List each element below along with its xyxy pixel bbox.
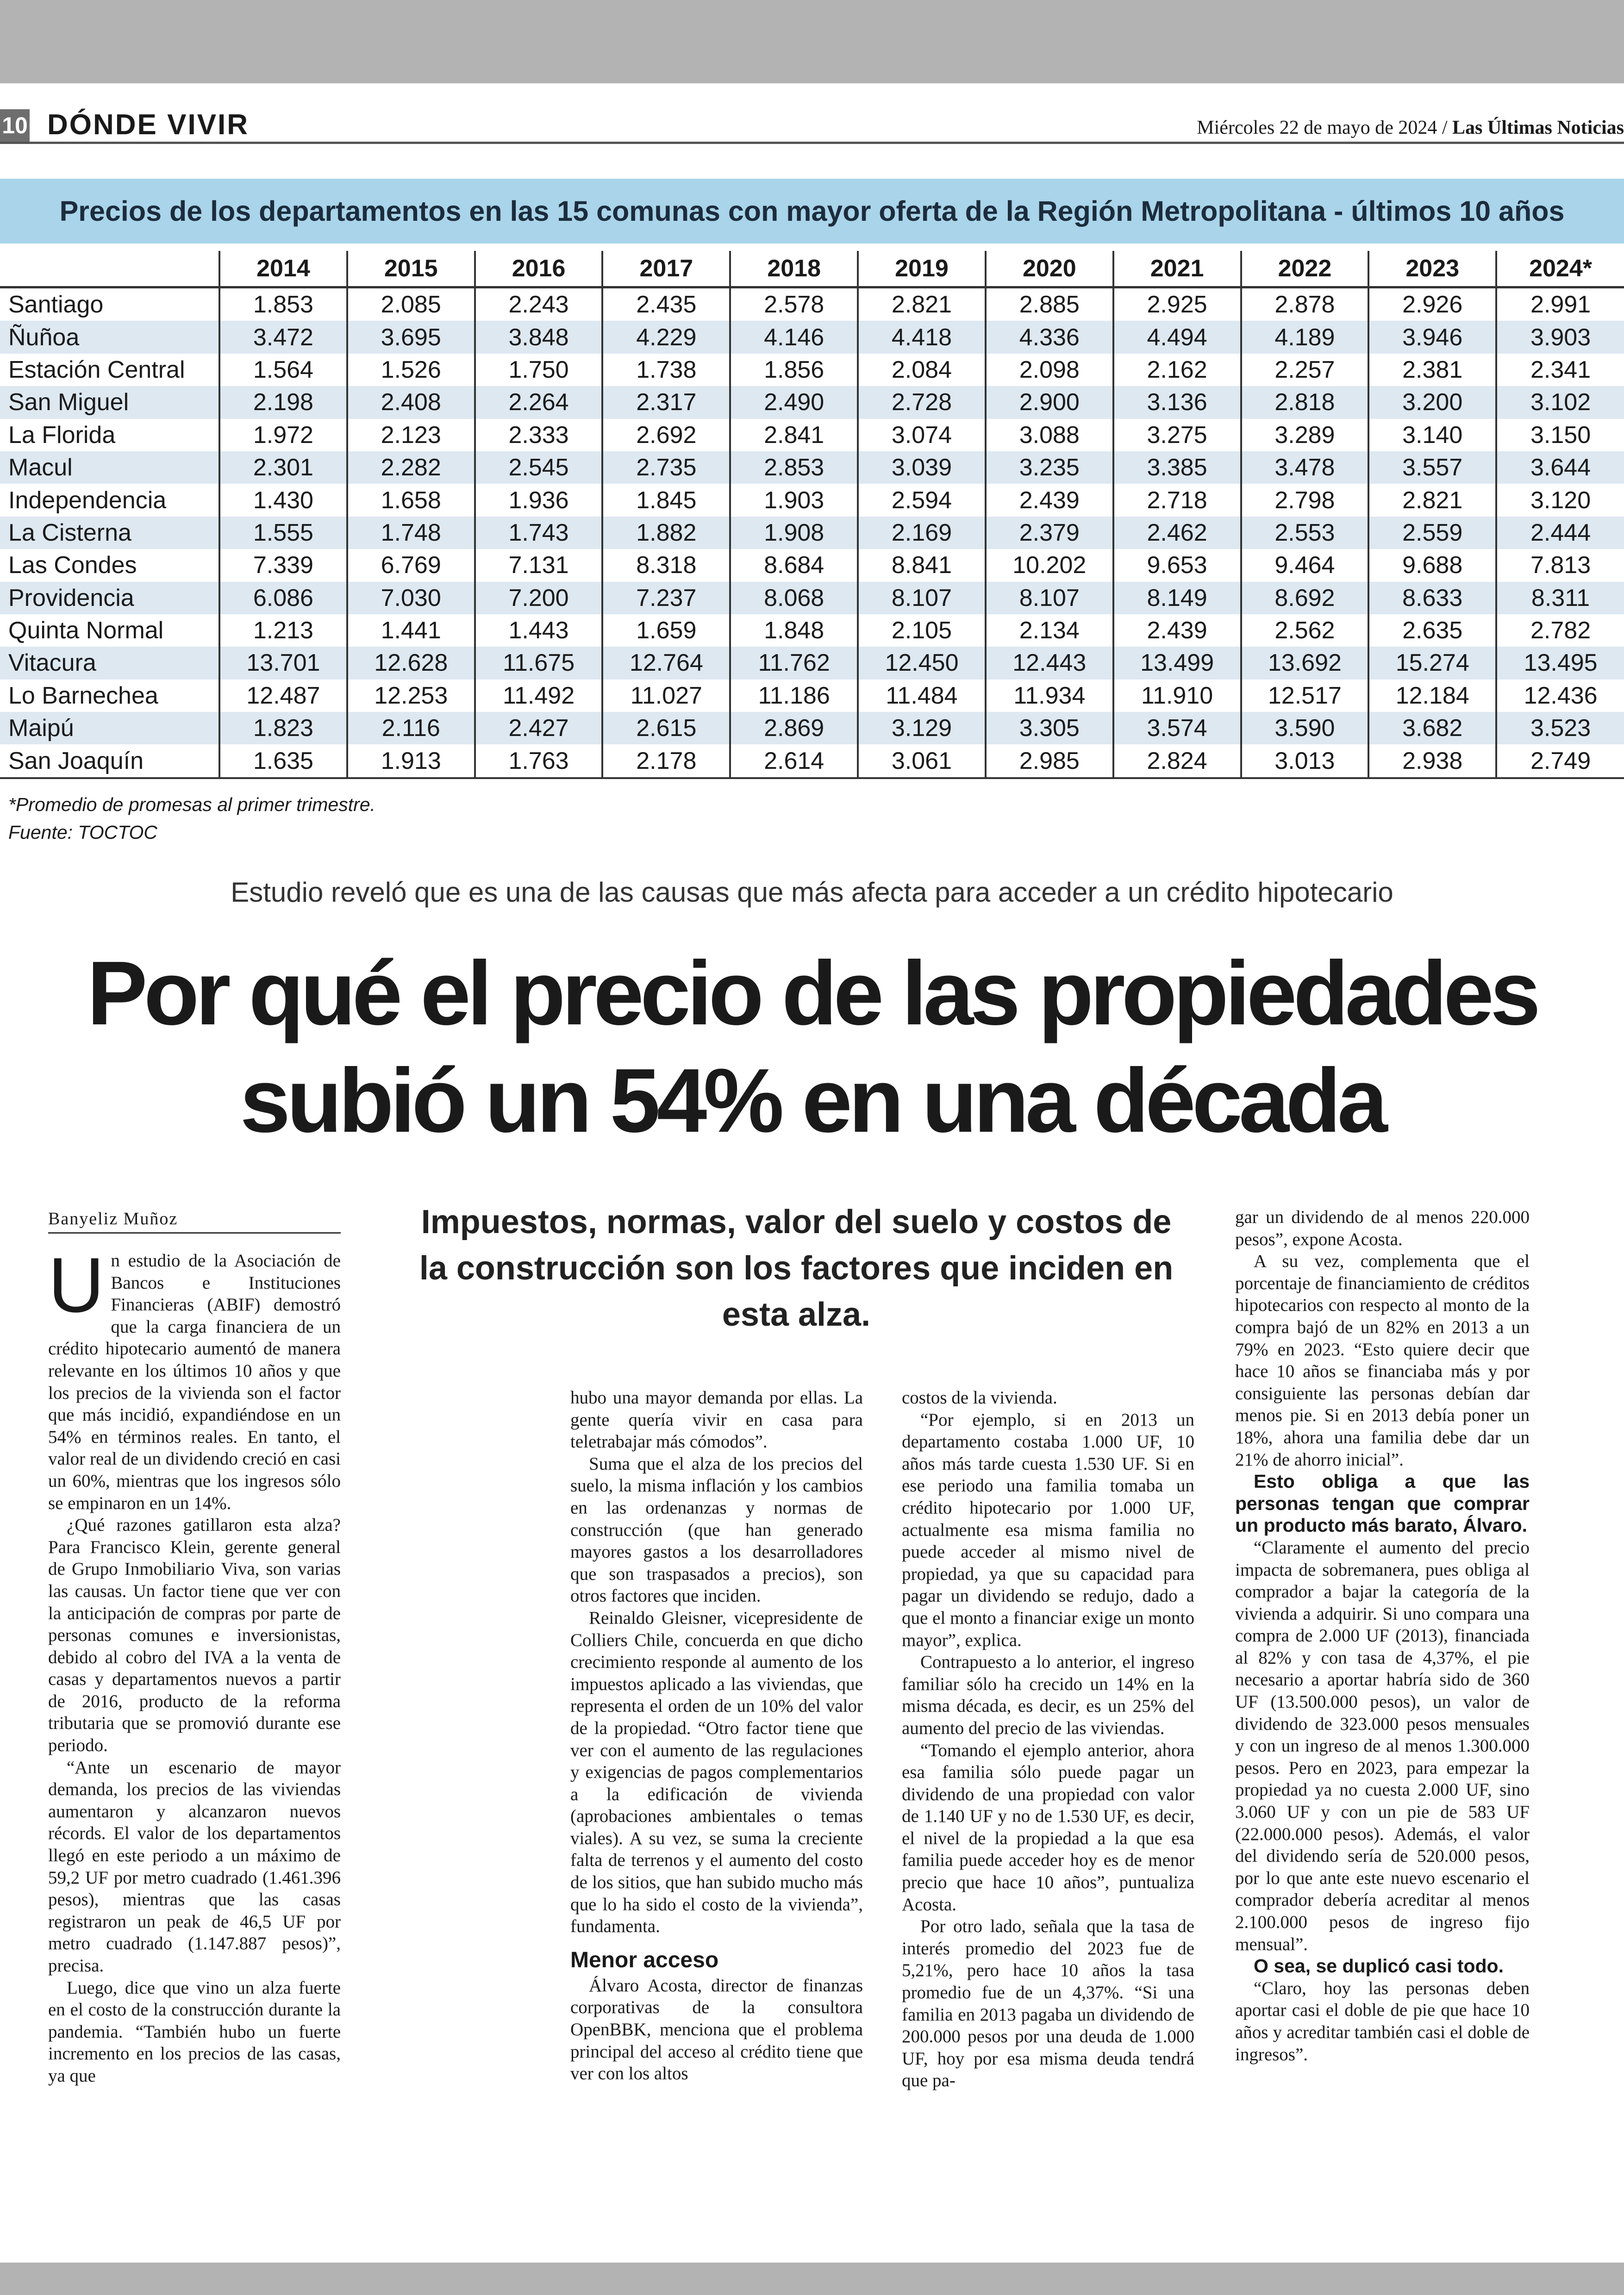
- price-cell: 3.305: [986, 712, 1113, 744]
- price-cell: 2.439: [1113, 614, 1241, 647]
- price-cell: 3.150: [1496, 419, 1624, 451]
- commune-name: La Cisterna: [0, 517, 219, 549]
- price-cell: 7.200: [475, 582, 603, 614]
- price-cell: 4.189: [1241, 321, 1369, 353]
- price-cell: 12.443: [986, 647, 1113, 679]
- table-row: [0, 321, 1624, 353]
- price-cell: 7.237: [602, 582, 730, 614]
- price-cell: 1.564: [219, 354, 347, 386]
- price-cell: 2.427: [475, 712, 603, 744]
- table-row: [0, 744, 1624, 778]
- price-cell: 12.628: [347, 647, 475, 679]
- price-cell: 1.526: [347, 354, 475, 386]
- price-cell: 2.991: [1496, 287, 1624, 321]
- price-cell: 2.885: [986, 287, 1113, 321]
- table-header-cell: 2016: [475, 251, 603, 287]
- table-row: [0, 549, 1624, 581]
- price-cell: 3.275: [1113, 419, 1241, 451]
- article-column-2: [570, 1387, 863, 2085]
- price-cell: 1.763: [475, 744, 603, 778]
- price-cell: 12.184: [1368, 680, 1496, 712]
- table-header-cell: 2014: [219, 251, 347, 287]
- price-cell: 2.105: [858, 614, 986, 647]
- price-cell: 3.523: [1496, 712, 1624, 744]
- price-cell: 11.934: [986, 680, 1113, 712]
- price-cell: 8.068: [730, 582, 858, 614]
- price-cell: 7.813: [1496, 549, 1624, 581]
- price-cell: 3.235: [986, 451, 1113, 484]
- table-row: [0, 680, 1624, 712]
- price-cell: 2.821: [1368, 484, 1496, 516]
- paragraph: Por otro lado, señala que la tasa de interés promedio del 2023 fue de 5,21%, pero hace 10 años la tasa promedio fue de un 4,37%. “Si una familia en 2013 pagaba un dividendo de 200.000 pesos por una deuda de 1.000 UF, hoy por esa misma deuda tendrá que pa-: [902, 1916, 1194, 2091]
- price-cell: 3.557: [1368, 451, 1496, 484]
- table-row: [0, 419, 1624, 451]
- price-cell: 2.985: [986, 744, 1113, 778]
- question: O sea, se duplicó casi todo.: [1254, 1955, 1504, 1977]
- price-cell: 2.198: [219, 386, 347, 418]
- price-cell: 3.644: [1496, 451, 1624, 484]
- article-column-4: [1235, 1206, 1530, 2065]
- price-cell: 2.084: [858, 354, 986, 386]
- price-cell: 1.882: [602, 517, 730, 549]
- price-cell: 2.462: [1113, 517, 1241, 549]
- price-cell: 1.430: [219, 484, 347, 516]
- table-header-cell: 2021: [1113, 251, 1241, 287]
- price-cell: 2.614: [730, 744, 858, 778]
- table-row: [0, 451, 1624, 484]
- paragraph: Suma que el alza de los precios del suelo, la misma inflación y los cambios en las ordenanzas y normas de construcción (que han generado mayores gastos a los desarrolladores que son traspasados a precios), son otros factores que inciden.: [570, 1453, 863, 1606]
- price-cell: 2.408: [347, 386, 475, 418]
- price-cell: 11.186: [730, 680, 858, 712]
- price-cell: 7.131: [475, 549, 603, 581]
- price-cell: 12.764: [602, 647, 730, 679]
- price-cell: 11.910: [1113, 680, 1241, 712]
- price-cell: 1.658: [347, 484, 475, 516]
- commune-name: Estación Central: [8, 356, 185, 383]
- price-cell: 3.039: [858, 451, 986, 484]
- price-cell: 2.635: [1368, 614, 1496, 647]
- question: Esto obliga a que las personas tengan que comprar un producto más barato, Álvaro.: [1235, 1471, 1530, 1536]
- paragraph: “Ante un escenario de mayor demanda, los precios de las viviendas aumentaron y alcanzaron nuevos récords. El valor de los departamentos llegó en este periodo a un máximo de 59,2 UF por metro cuadrado (1.461.396 pesos), mientras que las casas registraron un peak de 46,5 UF por metro cuadrado (1.147.887 pesos)”, precisa.: [48, 1757, 341, 1976]
- bottom-gray-band: [0, 2263, 1624, 2295]
- price-cell: 2.162: [1113, 354, 1241, 386]
- paragraph: Contrapuesto a lo anterior, el ingreso familiar sólo ha crecido un 14% en la misma década, es decir, es un 25% del aumento del precio de las viviendas.: [902, 1652, 1194, 1738]
- table-footnote: *Promedio de promesas al primer trimestre.: [8, 794, 375, 815]
- table-row: [0, 712, 1624, 744]
- table-header-cell: 2020: [986, 251, 1113, 287]
- price-cell: 2.134: [986, 614, 1113, 647]
- paragraph: “Por ejemplo, si en 2013 un departamento costaba 1.000 UF, 10 años más tarde cuesta 1.530 UF. Si en ese periodo una familia tomaba un crédito hipotecario por 1.000 UF, actualmente esa misma familia no puede acceder al mismo nivel de propiedad, ya que su capacidad para pagar un dividendo se redujo, dado a que el monto a financiar exige un monto mayor”, explica.: [902, 1409, 1194, 1650]
- price-cell: 1.972: [219, 419, 347, 451]
- price-cell: 6.769: [347, 549, 475, 581]
- price-cell: 3.478: [1241, 451, 1369, 484]
- price-cell: 2.818: [1241, 386, 1369, 418]
- paragraph: costos de la vivienda.: [902, 1388, 1057, 1408]
- table-row: [0, 287, 1624, 321]
- page-header: [0, 106, 1624, 144]
- price-cell: 2.578: [730, 287, 858, 321]
- price-cell: 3.120: [1496, 484, 1624, 516]
- price-cell: 8.318: [602, 549, 730, 581]
- price-cell: 15.274: [1368, 647, 1496, 679]
- price-cell: 8.149: [1113, 582, 1241, 614]
- price-cell: 2.243: [475, 287, 603, 321]
- prices-table: [0, 251, 1624, 779]
- table-header-cell: 2019: [858, 251, 986, 287]
- price-cell: 2.317: [602, 386, 730, 418]
- paragraph: “Claramente el aumento del precio impacta de sobremanera, pues obliga al comprador a bajar la categoría de la vivienda a adquirir. Si uno compara una compra de 2.000 UF (2013), financiada al 82% y con tasa de 4,37%, el pie necesario a aportar habría sido de 360 UF (13.500.000 pesos), un valor de dividendo de 323.000 pesos mensuales y con un ingreso de al menos 1.300.000 pesos. Pero en 2023, para empezar la propiedad ya no cuesta 2.000 UF, sino 3.060 UF y con un pie de 583 UF (22.000.000 pesos). Además, el valor del dividendo sería de 520.000 pesos, por lo que ante este nuevo escenario el comprador debería acreditar al menos 2.100.000 pesos de ingreso fijo mensual”.: [1235, 1537, 1530, 1954]
- price-cell: 1.845: [602, 484, 730, 516]
- price-cell: 12.450: [858, 647, 986, 679]
- price-cell: 11.484: [858, 680, 986, 712]
- commune-name: San Miguel: [0, 386, 219, 418]
- header-rule: [0, 142, 1624, 144]
- table-row: [0, 517, 1624, 549]
- price-cell: 2.728: [858, 386, 986, 418]
- price-cell: 1.738: [602, 354, 730, 386]
- price-cell: 13.495: [1496, 647, 1624, 679]
- price-cell: 2.381: [1368, 354, 1496, 386]
- price-cell: 3.695: [347, 321, 475, 353]
- price-cell: 3.590: [1241, 712, 1369, 744]
- price-cell: 1.659: [602, 614, 730, 647]
- price-cell: 2.841: [730, 419, 858, 451]
- commune-name: San Joaquín: [0, 744, 219, 778]
- price-cell: 2.926: [1368, 287, 1496, 321]
- price-cell: 11.492: [475, 680, 603, 712]
- price-cell: 3.903: [1496, 321, 1624, 353]
- price-cell: 1.743: [475, 517, 603, 549]
- price-cell: 2.559: [1368, 517, 1496, 549]
- price-cell: 2.490: [730, 386, 858, 418]
- price-cell: 1.853: [219, 287, 347, 321]
- byline: Banyeliz Muñoz: [48, 1207, 341, 1234]
- price-cell: 2.718: [1113, 484, 1241, 516]
- paragraph: Luego, dice que vino un alza fuerte en el costo de la construcción durante la pandemia. “También hubo un fuerte incremento en los precios de las casas, ya que: [48, 1977, 341, 2086]
- price-cell: 2.333: [475, 419, 603, 451]
- price-cell: 3.102: [1496, 386, 1624, 418]
- headline-line-2: subió un 54% en una década: [240, 1050, 1384, 1151]
- price-cell: 2.938: [1368, 744, 1496, 778]
- price-cell: 11.675: [475, 647, 603, 679]
- price-cell: 2.824: [1113, 744, 1241, 778]
- price-cell: 4.229: [602, 321, 730, 353]
- price-cell: 2.853: [730, 451, 858, 484]
- price-cell: 1.823: [219, 712, 347, 744]
- price-cell: 8.107: [858, 582, 986, 614]
- paragraph: Álvaro Acosta, director de finanzas corporativas de la consultora OpenBBK, menciona que el problema principal del acceso al crédito tiene que ver con los altos: [570, 1975, 863, 2084]
- price-cell: 2.925: [1113, 287, 1241, 321]
- table-source: Fuente: TOCTOC: [8, 822, 158, 843]
- price-cell: 2.869: [730, 712, 858, 744]
- section-heading: Menor acceso: [570, 1947, 719, 1972]
- table-row: [0, 647, 1624, 679]
- price-cell: 12.436: [1496, 680, 1624, 712]
- price-cell: 4.494: [1113, 321, 1241, 353]
- date: Miércoles 22 de mayo de 2024 /: [1197, 117, 1448, 138]
- headline-line-1: Por qué el precio de las propiedades: [87, 942, 1537, 1044]
- price-cell: 2.098: [986, 354, 1113, 386]
- commune-name: Ñuñoa: [0, 321, 219, 353]
- price-cell: 2.085: [347, 287, 475, 321]
- price-cell: 2.341: [1496, 354, 1624, 386]
- article-headline: [28, 940, 1596, 1154]
- price-cell: 6.086: [219, 582, 347, 614]
- price-cell: 2.594: [858, 484, 986, 516]
- price-cell: 13.499: [1113, 647, 1241, 679]
- price-cell: 1.750: [475, 354, 603, 386]
- price-cell: 8.311: [1496, 582, 1624, 614]
- price-cell: 2.379: [986, 517, 1113, 549]
- commune-name: Independencia: [8, 486, 167, 514]
- price-cell: 2.169: [858, 517, 986, 549]
- price-cell: 1.903: [730, 484, 858, 516]
- price-cell: 2.749: [1496, 744, 1624, 778]
- price-cell: 1.213: [219, 614, 347, 647]
- price-cell: 8.107: [986, 582, 1113, 614]
- table-row: [0, 484, 1624, 516]
- price-cell: 3.129: [858, 712, 986, 744]
- table-header-cell: 2022: [1241, 251, 1369, 287]
- commune-name: La Florida: [8, 421, 116, 449]
- price-cell: 2.178: [602, 744, 730, 778]
- article-kicker: Estudio reveló que es una de las causas que más afecta para acceder a un crédito hipotecario: [231, 877, 1393, 908]
- price-cell: 1.748: [347, 517, 475, 549]
- price-cell: 9.688: [1368, 549, 1496, 581]
- price-cell: 1.635: [219, 744, 347, 778]
- price-cell: 3.289: [1241, 419, 1369, 451]
- price-cell: 3.136: [1113, 386, 1241, 418]
- price-cell: 1.443: [475, 614, 603, 647]
- article-column-3: [902, 1387, 1194, 2092]
- commune-name: Lo Barnechea: [8, 682, 158, 709]
- price-cell: 2.562: [1241, 614, 1369, 647]
- table-title: Precios de los departamentos en las 15 comunas con mayor oferta de la Región Metropolitana - últimos 10 años: [0, 179, 1624, 243]
- paragraph: “Tomando el ejemplo anterior, ahora esa familia sólo puede pagar un dividendo de una propiedad con valor de 1.140 UF y no de 1.530 UF, es decir, el nivel de la propiedad a la que esa familia puede acceder hoy es de menor precio que hace 10 años”, puntualiza Acosta.: [902, 1740, 1194, 1915]
- price-cell: 11.027: [602, 680, 730, 712]
- price-cell: 1.936: [475, 484, 603, 516]
- price-cell: 3.140: [1368, 419, 1496, 451]
- price-cell: 3.848: [475, 321, 603, 353]
- price-cell: 2.301: [219, 451, 347, 484]
- price-cell: 8.692: [1241, 582, 1369, 614]
- price-cell: 3.061: [858, 744, 986, 778]
- price-cell: 1.555: [219, 517, 347, 549]
- price-cell: 9.653: [1113, 549, 1241, 581]
- table-corner-cell: [0, 251, 219, 287]
- commune-name: Vitacura: [0, 647, 219, 679]
- commune-name: Macul: [0, 451, 219, 484]
- top-gray-band: [0, 0, 1624, 83]
- publication-name: Las Últimas Noticias: [1452, 117, 1624, 138]
- article-column-1: [48, 1241, 341, 2087]
- table-header-cell: 2017: [602, 251, 730, 287]
- price-cell: 3.074: [858, 419, 986, 451]
- table-row: [0, 354, 1624, 386]
- price-cell: 12.517: [1241, 680, 1369, 712]
- price-cell: 3.088: [986, 419, 1113, 451]
- commune-name: Maipú: [0, 712, 219, 744]
- price-cell: 2.900: [986, 386, 1113, 418]
- price-cell: 4.146: [730, 321, 858, 353]
- price-cell: 2.553: [1241, 517, 1369, 549]
- price-cell: 3.385: [1113, 451, 1241, 484]
- price-cell: 3.946: [1368, 321, 1496, 353]
- price-cell: 2.116: [347, 712, 475, 744]
- price-cell: 2.123: [347, 419, 475, 451]
- paragraph: Un estudio de la Asociación de Bancos e Instituciones Financieras (ABIF) demostró que la carga financiera de un crédito hipotecario aumentó de manera relevante en los últimos 10 años y que los precios de la vivienda son el factor que más incidió, expandiéndose en un 54% en términos reales. En tanto, el valor real de un dividendo creció en casi un 60%, mientras que los ingresos sólo se empinaron en un 14%.: [48, 1241, 341, 1513]
- price-cell: 12.253: [347, 680, 475, 712]
- price-cell: 1.913: [347, 744, 475, 778]
- price-cell: 2.264: [475, 386, 603, 418]
- price-cell: 3.472: [219, 321, 347, 353]
- dateline: [1197, 114, 1624, 142]
- price-cell: 11.762: [730, 647, 858, 679]
- table-row: [0, 614, 1624, 647]
- price-cell: 7.339: [219, 549, 347, 581]
- paragraph: hubo una mayor demanda por ellas. La gente quería vivir en casa para teletrabajar más cómodos”.: [570, 1388, 863, 1452]
- price-cell: 1.441: [347, 614, 475, 647]
- price-cell: 9.464: [1241, 549, 1369, 581]
- price-cell: 7.030: [347, 582, 475, 614]
- price-cell: 2.545: [475, 451, 603, 484]
- paragraph: A su vez, complementa que el porcentaje de financiamiento de créditos hipotecarios con respecto al monto de la compra bajó de un 82% en 2013 a un 79% en 2023. “Esto quiere decir que hace 10 años se financiaba más y por consiguiente las personas debían dar menos pie. Si en 2013 debía poner un 18%, ahora una familia debe dar un 21% de ahorro inicial”.: [1235, 1251, 1530, 1470]
- page-number: 10: [0, 109, 30, 142]
- commune-name: Santiago: [8, 291, 104, 318]
- price-cell: 2.692: [602, 419, 730, 451]
- price-cell: 1.908: [730, 517, 858, 549]
- price-cell: 2.798: [1241, 484, 1369, 516]
- price-cell: 2.615: [602, 712, 730, 744]
- commune-name: Quinta Normal: [8, 617, 164, 644]
- article-subhead: Impuestos, normas, valor del suelo y costos de la construcción son los factores que inciden en esta alza.: [419, 1204, 1174, 1333]
- price-cell: 10.202: [986, 549, 1113, 581]
- price-cell: 2.782: [1496, 614, 1624, 647]
- table-header-row: [0, 251, 1624, 287]
- commune-name: Providencia: [0, 582, 219, 614]
- price-cell: 2.878: [1241, 287, 1369, 321]
- paragraph: ¿Qué razones gatillaron esta alza? Para Francisco Klein, gerente general de Grupo Inmobiliario Viva, son varias las causas. Un factor tiene que ver con la anticipación de compras por parte de personas comunes e inversionistas, debido al cobro del IVA a la venta de casas y departamentos nuevos a partir de 2016, producto de la reforma tributaria que se promovió durante ese periodo.: [48, 1515, 341, 1756]
- drop-cap: U: [48, 1241, 105, 1328]
- price-cell: 3.200: [1368, 386, 1496, 418]
- paragraph: Reinaldo Gleisner, vicepresidente de Colliers Chile, concuerda en que dicho crecimiento responde al aumento de los impuestos aplicado a las viviendas, que representa el orden de un 10% del valor de la propiedad. “Otro factor tiene que ver con el aumento de las regulaciones y exigencias de pagos complementarios a la edificación de vivienda (aprobaciones ambientales o temas viales). A su vez, se suma la creciente falta de terrenos y el aumento del costo de los sitios, que han subido mucho más que lo ha sido el costo de la vivienda”, fundamenta.: [570, 1608, 863, 1937]
- table-header-cell: 2015: [347, 251, 475, 287]
- price-cell: 2.257: [1241, 354, 1369, 386]
- table-header-cell: 2024*: [1496, 251, 1624, 287]
- price-cell: 1.848: [730, 614, 858, 647]
- price-cell: 8.633: [1368, 582, 1496, 614]
- price-cell: 2.282: [347, 451, 475, 484]
- price-cell: 1.856: [730, 354, 858, 386]
- price-cell: 13.701: [219, 647, 347, 679]
- price-cell: 2.444: [1496, 517, 1624, 549]
- price-cell: 3.574: [1113, 712, 1241, 744]
- price-cell: 8.684: [730, 549, 858, 581]
- price-cell: 2.735: [602, 451, 730, 484]
- price-cell: 4.418: [858, 321, 986, 353]
- table-header-cell: 2023: [1368, 251, 1496, 287]
- price-cell: 8.841: [858, 549, 986, 581]
- section-title: DÓNDE VIVIR: [47, 109, 250, 141]
- price-cell: 3.013: [1241, 744, 1369, 778]
- price-cell: 4.336: [986, 321, 1113, 353]
- price-cell: 2.435: [602, 287, 730, 321]
- table-row: [0, 582, 1624, 614]
- table-header-cell: 2018: [730, 251, 858, 287]
- price-cell: 2.821: [858, 287, 986, 321]
- table-row: [0, 386, 1624, 418]
- price-cell: 2.439: [986, 484, 1113, 516]
- commune-name: Las Condes: [8, 552, 137, 579]
- paragraph: gar un dividendo de al menos 220.000 pesos”, expone Acosta.: [1235, 1207, 1530, 1249]
- price-cell: 12.487: [219, 680, 347, 712]
- price-cell: 3.682: [1368, 712, 1496, 744]
- paragraph: “Claro, hoy las personas deben aportar casi el doble de pie que hace 10 años y acreditar también casi el doble de ingresos”.: [1235, 1978, 1530, 2064]
- price-cell: 13.692: [1241, 647, 1369, 679]
